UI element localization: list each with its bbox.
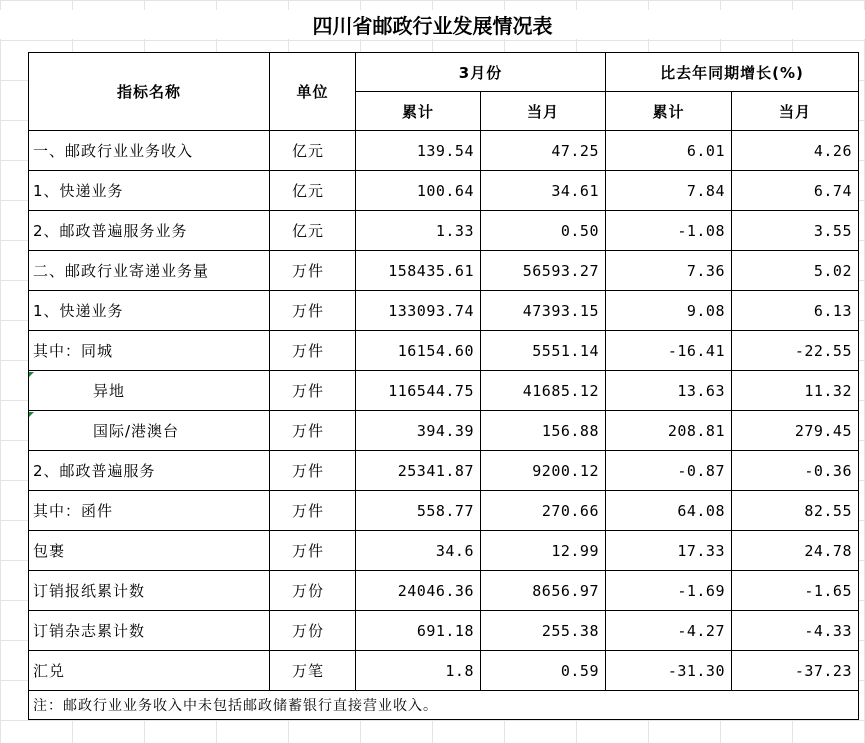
growth-current-cell: -4.33 <box>732 611 859 651</box>
growth-cumulative-cell: -4.27 <box>606 611 732 651</box>
growth-current-cell: -1.65 <box>732 571 859 611</box>
growth-cumulative-cell: -1.69 <box>606 571 732 611</box>
growth-current-cell: 3.55 <box>732 211 859 251</box>
month-current-cell: 0.50 <box>481 211 606 251</box>
unit-cell: 万件 <box>270 451 356 491</box>
month-current-cell: 156.88 <box>481 411 606 451</box>
table-row <box>29 371 859 411</box>
table-body <box>29 131 859 691</box>
growth-current-cell: 279.45 <box>732 411 859 451</box>
header-growth-current: 当月 <box>732 92 859 131</box>
table-row <box>29 171 859 211</box>
indicator-name-cell: 包裹 <box>29 531 270 571</box>
indicator-name-cell: 订销报纸累计数 <box>29 571 270 611</box>
indicator-name-cell: 1、快递业务 <box>29 171 270 211</box>
unit-cell: 万件 <box>270 291 356 331</box>
indicator-name-cell: 订销杂志累计数 <box>29 611 270 651</box>
indicator-name-cell: 其中：同城 <box>29 331 270 371</box>
month-cumulative-cell: 24046.36 <box>356 571 481 611</box>
unit-cell: 万件 <box>270 411 356 451</box>
table-row <box>29 571 859 611</box>
month-current-cell: 5551.14 <box>481 331 606 371</box>
month-current-cell: 34.61 <box>481 171 606 211</box>
month-cumulative-cell: 394.39 <box>356 411 481 451</box>
month-cumulative-cell: 158435.61 <box>356 251 481 291</box>
growth-current-cell: -0.36 <box>732 451 859 491</box>
unit-cell: 万件 <box>270 251 356 291</box>
indicator-name-cell: 汇兑 <box>29 651 270 691</box>
growth-current-cell: 82.55 <box>732 491 859 531</box>
growth-cumulative-cell: 208.81 <box>606 411 732 451</box>
header-month-current: 当月 <box>481 92 606 131</box>
month-cumulative-cell: 34.6 <box>356 531 481 571</box>
page-title: 四川省邮政行业发展情况表 <box>0 10 865 39</box>
month-cumulative-cell: 691.18 <box>356 611 481 651</box>
growth-cumulative-cell: 9.08 <box>606 291 732 331</box>
growth-cumulative-cell: 17.33 <box>606 531 732 571</box>
header-growth-group: 比去年同期增长(%) <box>606 53 859 92</box>
month-cumulative-cell: 558.77 <box>356 491 481 531</box>
table-row <box>29 451 859 491</box>
indicator-name-cell: 2、邮政普遍服务业务 <box>29 211 270 251</box>
header-growth-cumulative: 累计 <box>606 92 732 131</box>
table-row <box>29 131 859 171</box>
indicator-name-cell: 1、快递业务 <box>29 291 270 331</box>
cell-comment-marker <box>29 412 34 417</box>
table-row <box>29 411 859 451</box>
cell-comment-marker <box>29 372 34 377</box>
month-current-cell: 41685.12 <box>481 371 606 411</box>
table-row <box>29 251 859 291</box>
growth-cumulative-cell: -0.87 <box>606 451 732 491</box>
growth-current-cell: 24.78 <box>732 531 859 571</box>
growth-current-cell: 6.13 <box>732 291 859 331</box>
table-row <box>29 531 859 571</box>
month-cumulative-cell: 100.64 <box>356 171 481 211</box>
indicator-name-cell: 异地 <box>29 371 270 411</box>
unit-cell: 万件 <box>270 371 356 411</box>
month-current-cell: 47.25 <box>481 131 606 171</box>
unit-cell: 亿元 <box>270 171 356 211</box>
month-current-cell: 255.38 <box>481 611 606 651</box>
unit-cell: 万件 <box>270 331 356 371</box>
unit-cell: 亿元 <box>270 211 356 251</box>
growth-cumulative-cell: 64.08 <box>606 491 732 531</box>
unit-cell: 万件 <box>270 491 356 531</box>
growth-current-cell: 6.74 <box>732 171 859 211</box>
month-current-cell: 8656.97 <box>481 571 606 611</box>
indicator-name-cell: 二、邮政行业寄递业务量 <box>29 251 270 291</box>
header-unit: 单位 <box>270 53 356 131</box>
table-row <box>29 611 859 651</box>
month-current-cell: 56593.27 <box>481 251 606 291</box>
growth-current-cell: -22.55 <box>732 331 859 371</box>
month-cumulative-cell: 1.33 <box>356 211 481 251</box>
growth-cumulative-cell: 13.63 <box>606 371 732 411</box>
growth-current-cell: 11.32 <box>732 371 859 411</box>
unit-cell: 万笔 <box>270 651 356 691</box>
unit-cell: 万件 <box>270 531 356 571</box>
month-current-cell: 9200.12 <box>481 451 606 491</box>
header-indicator-name: 指标名称 <box>29 53 270 131</box>
month-current-cell: 270.66 <box>481 491 606 531</box>
header-month-cumulative: 累计 <box>356 92 481 131</box>
month-cumulative-cell: 16154.60 <box>356 331 481 371</box>
growth-current-cell: -37.23 <box>732 651 859 691</box>
month-cumulative-cell: 133093.74 <box>356 291 481 331</box>
month-cumulative-cell: 139.54 <box>356 131 481 171</box>
table-row <box>29 211 859 251</box>
month-current-cell: 47393.15 <box>481 291 606 331</box>
indicator-name-cell: 其中：函件 <box>29 491 270 531</box>
growth-cumulative-cell: -31.30 <box>606 651 732 691</box>
stats-table <box>28 52 859 720</box>
growth-cumulative-cell: 6.01 <box>606 131 732 171</box>
table-note: 注：邮政行业业务收入中未包括邮政储蓄银行直接营业收入。 <box>29 691 859 720</box>
month-cumulative-cell: 1.8 <box>356 651 481 691</box>
month-current-cell: 12.99 <box>481 531 606 571</box>
month-cumulative-cell: 116544.75 <box>356 371 481 411</box>
header-month-group: 3月份 <box>356 53 606 92</box>
indicator-name-cell: 国际/港澳台 <box>29 411 270 451</box>
table-row <box>29 291 859 331</box>
growth-cumulative-cell: 7.84 <box>606 171 732 211</box>
table-row <box>29 651 859 691</box>
growth-cumulative-cell: 7.36 <box>606 251 732 291</box>
table-row <box>29 331 859 371</box>
indicator-name-cell: 2、邮政普遍服务 <box>29 451 270 491</box>
unit-cell: 万份 <box>270 571 356 611</box>
indicator-name-cell: 一、邮政行业业务收入 <box>29 131 270 171</box>
growth-cumulative-cell: -1.08 <box>606 211 732 251</box>
month-cumulative-cell: 25341.87 <box>356 451 481 491</box>
growth-current-cell: 5.02 <box>732 251 859 291</box>
table-row <box>29 491 859 531</box>
unit-cell: 万份 <box>270 611 356 651</box>
growth-cumulative-cell: -16.41 <box>606 331 732 371</box>
growth-current-cell: 4.26 <box>732 131 859 171</box>
month-current-cell: 0.59 <box>481 651 606 691</box>
unit-cell: 亿元 <box>270 131 356 171</box>
